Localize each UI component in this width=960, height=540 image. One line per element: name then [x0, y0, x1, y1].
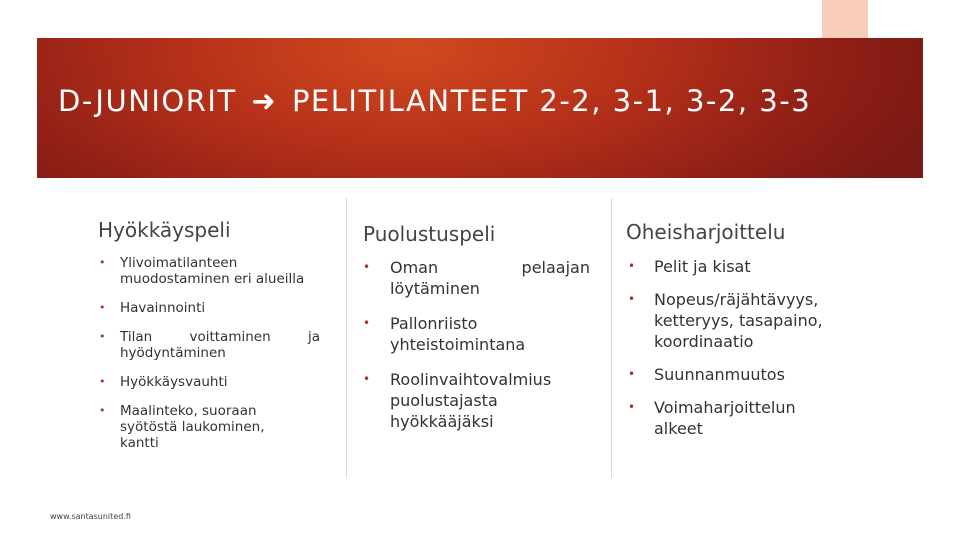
bullet-icon: • [99, 330, 106, 343]
column-divider-1 [346, 198, 347, 478]
list-item: • Maalinteko, suoraan syötöstä laukominen, kantti [99, 403, 265, 451]
column-hyokkayspeli [98, 218, 338, 464]
bullet-icon: • [628, 367, 636, 381]
bullet-icon: • [628, 400, 636, 414]
list-item: • Voimaharjoittelun alkeet [628, 398, 796, 438]
bullet-icon: • [363, 260, 371, 274]
list-item: • Suunnanmuutos [628, 365, 785, 384]
list-item: • Oman pelaajan löytäminen [363, 258, 590, 298]
list-item: • Ylivoimatilanteen muodostaminen eri alueilla [99, 255, 305, 287]
column-heading: Oheisharjoittelu [626, 220, 786, 244]
bullet-icon: • [628, 292, 636, 306]
list-item: • Pelit ja kisat [628, 257, 751, 276]
column-heading: Hyökkäyspeli [98, 218, 231, 242]
bullet-list [628, 256, 878, 439]
column-puolustuspeli [363, 222, 598, 446]
footer-link[interactable]: www.santasunited.fi [50, 512, 131, 521]
list-item: • Havainnointi [99, 300, 206, 316]
bullet-icon: • [363, 372, 371, 386]
slide-title [58, 84, 811, 118]
list-item: • Roolinvaihtovalmius puolustajasta hyökkääjäksi [363, 370, 552, 431]
accent-bar [822, 0, 868, 38]
bullet-icon: • [99, 301, 106, 314]
bullet-icon: • [628, 259, 636, 273]
bullet-list [85, 255, 338, 451]
column-oheisharjoittelu [628, 220, 878, 451]
title-left: D-JUNIORIT [58, 84, 237, 118]
title-right: PELITILANTEET 2-2, 3-1, 3-2, 3-3 [291, 84, 812, 118]
list-item: • Nopeus/räjähtävyys, ketteryys, tasapaino, koordinaatio [628, 290, 823, 351]
bullet-list [363, 257, 598, 432]
list-item: • Hyökkäysvauhti [99, 374, 228, 390]
column-heading: Puolustuspeli [363, 222, 496, 246]
list-item: • Tilan voittaminen ja hyödyntäminen [99, 329, 320, 361]
list-item: • Pallonriisto yhteistoimintana [363, 314, 526, 354]
bullet-icon: • [363, 316, 371, 330]
bullet-icon: • [99, 404, 106, 417]
bullet-icon: • [99, 375, 106, 388]
arrow-right-icon: ➜ [251, 84, 278, 118]
column-divider-2 [611, 198, 612, 478]
bullet-icon: • [99, 256, 106, 269]
